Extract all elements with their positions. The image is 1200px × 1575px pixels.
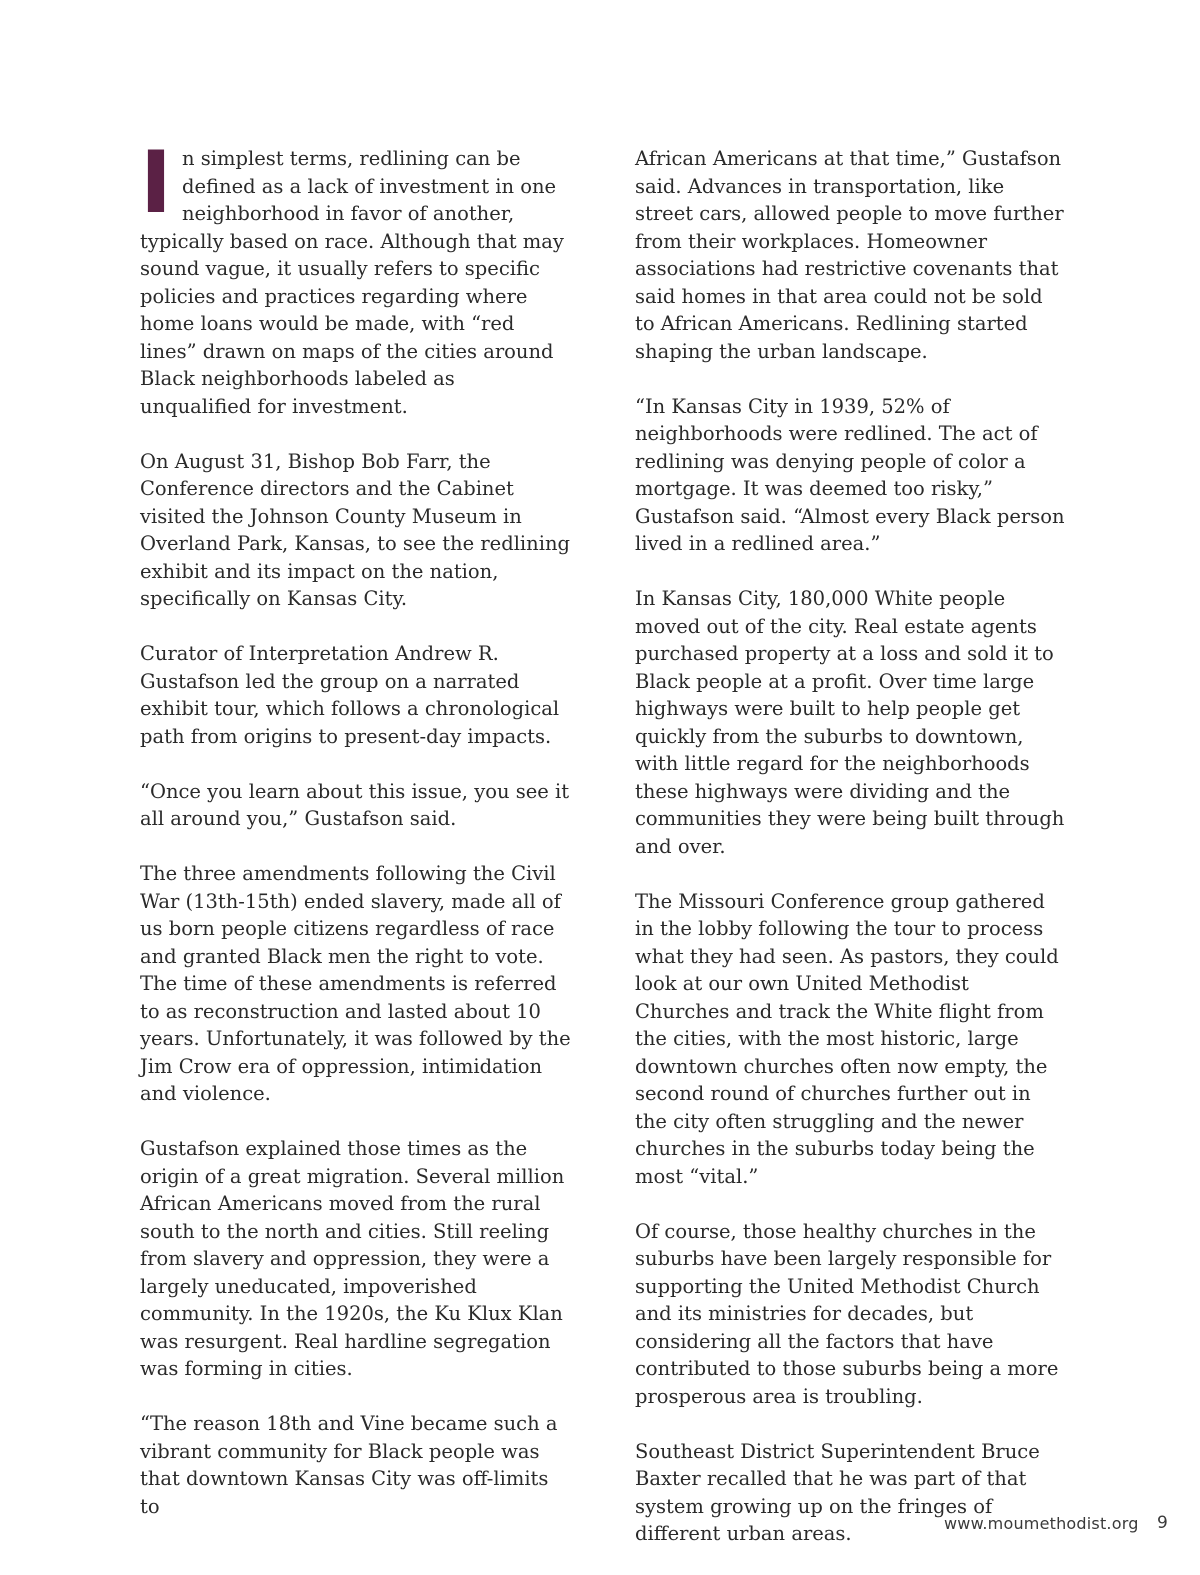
article-paragraph: In Kansas City, 180,000 White people moved out of the city. Real estate agents purchased property at a loss and sold it to Black people at a profit. Over time large highways were built to help people get quickly from the suburbs to downtown, with little regard for the neighborhoods these highways were dividing and the communities they were being built through and over. — [635, 587, 1065, 858]
article-right-column — [635, 145, 1067, 1575]
article-paragraph: The Missouri Conference group gathered in the lobby following the tour to process what they had seen. As pastors, they could look at our own United Methodist Churches and track the White flight from the cities, with the most historic, large downtown churches often now empty, the second round of churches further out in the city often struggling and the newer churches in the suburbs today being the most “vital.” — [635, 889, 1059, 1188]
article-paragraph: “The reason 18th and Vine became such a vibrant community for Black people was that downtown Kansas City was off-limits to — [140, 1412, 558, 1518]
article-paragraph: Of course, those healthy churches in the suburbs have been largely responsible for supporting the United Methodist Church and its ministries for decades, but considering all the factors that have contributed to those suburbs being a more prosperous area is troubling. — [635, 1219, 1059, 1408]
article-paragraph: Curator of Interpretation Andrew R. Gustafson led the group on a narrated exhibit tour, which follows a chronological path from origins to present-day impacts. — [140, 642, 560, 748]
article-paragraph: Southeast District Superintendent Bruce Baxter recalled that he was part of that system growing up on the fringes of different urban areas. — [635, 1439, 1040, 1545]
article-paragraph: “In Kansas City in 1939, 52% of neighborhoods were redlined. The act of redlining was denying people of color a mortgage. It was deemed too risky,” Gustafson said. “Almost every Black person lived in a redlined area.” — [635, 394, 1065, 555]
article-paragraph: On August 31, Bishop Bob Farr, the Conference directors and the Cabinet visited the Johnson County Museum in Overland Park, Kansas, to see the redlining exhibit and its impact on the nation, specifically on Kansas City. — [140, 449, 571, 610]
article-paragraph: “Once you learn about this issue, you see it all around you,” Gustafson said. — [140, 779, 570, 830]
article-paragraph: African Americans at that time,” Gustafson said. Advances in transportation, like street cars, allowed people to move further from their workplaces. Homeowner associations had restrictive covenants that said homes in that area could not be sold to African Americans. Redlining started shaping the urban landscape. — [635, 147, 1064, 363]
page-number: 9 — [1157, 1513, 1168, 1533]
footer-website-link[interactable]: www.moumethodist.org — [944, 1514, 1139, 1533]
article-paragraph: Gustafson explained those times as the origin of a great migration. Several million African Americans moved from the rural south to the north and cities. Still reeling from slavery and oppression, they were a largely uneducated, impoverished community. In the 1920s, the Ku Klux Klan was resurgent. Real hardline segregation was forming in cities. — [140, 1137, 565, 1380]
article-paragraph: In simplest terms, redlining can be defined as a lack of investment in one neighborhood in favor of another, typically based on race. Although that may sound vague, it usually refers to specific policies and practices regarding where home loans would be made, with “red lines” drawn on maps of the cities around Black neighborhoods labeled as unqualified for investment. — [140, 133, 564, 418]
drop-cap: I — [140, 133, 172, 233]
article-left-column — [140, 133, 572, 1548]
article-paragraph: The three amendments following the Civil War (13th-15th) ended slavery, made all of us born people citizens regardless of race and granted Black men the right to vote. The time of these amendments is referred to as reconstruction and lasted about 10 years. Unfortunately, it was followed by the Jim Crow era of oppression, intimidation and violence. — [140, 862, 571, 1105]
